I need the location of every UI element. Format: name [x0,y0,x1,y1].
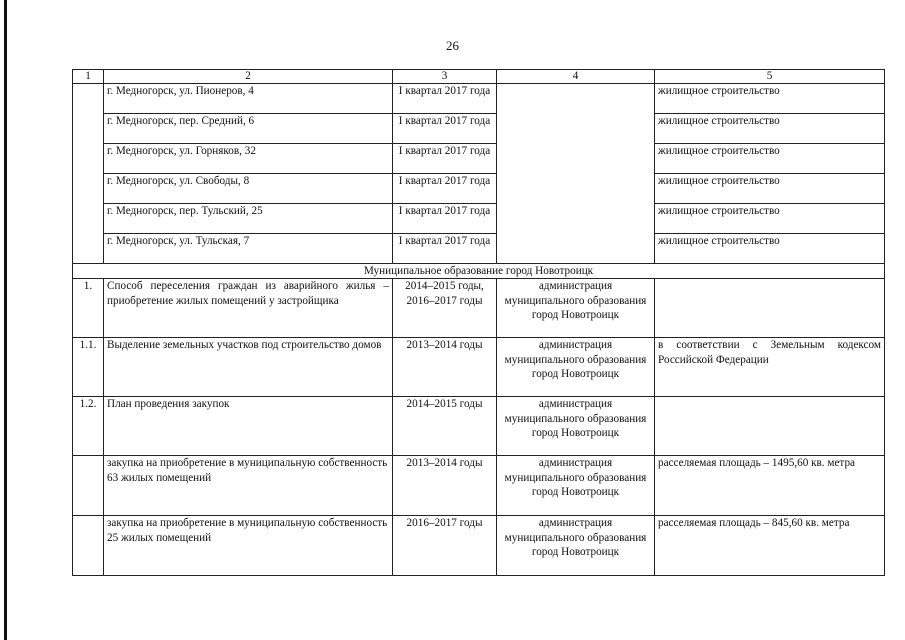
table-row [73,114,885,144]
page-number: 26 [446,38,459,53]
item-number: 1.1. [73,338,104,397]
table-row [73,204,885,234]
table-row [73,338,885,397]
header-row [73,70,885,84]
note-cell: жилищное строительство [655,234,885,264]
address-cell: г. Медногорск, ул. Горняков, 32 [104,144,393,174]
header-cell: 2 [104,70,393,84]
item-name: План проведения закупок [104,397,393,456]
item-number [73,516,104,576]
address-cell: г. Медногорск, ул. Свободы, 8 [104,174,393,204]
header-cell: 4 [497,70,655,84]
header-cell: 3 [393,70,497,84]
executor-cell: администрация муниципального образования город Новотроицк [497,516,655,576]
executor-cell: администрация муниципального образования город Новотроицк [497,456,655,516]
item-number: 1.2. [73,397,104,456]
table-row [73,397,885,456]
section-title: Муниципальное образование город Новотроицк [73,264,885,279]
plan-table [72,69,885,576]
period-cell: I квартал 2017 года [393,144,497,174]
table-row [73,84,885,114]
address-cell: г. Медногорск, пер. Тульский, 25 [104,204,393,234]
period-cell: I квартал 2017 года [393,174,497,204]
item-name: закупка на приобретение в муниципальную собственность 25 жилых помещений [104,516,393,576]
table-row [73,174,885,204]
period-cell: I квартал 2017 года [393,204,497,234]
table-row [73,144,885,174]
note-cell: жилищное строительство [655,174,885,204]
table-row [73,234,885,264]
item-name: Выделение земельных участков под строительство домов [104,338,393,397]
note-cell [655,397,885,456]
address-cell: г. Медногорск, ул. Пионеров, 4 [104,84,393,114]
period-cell: I квартал 2017 года [393,114,497,144]
item-name: закупка на приобретение в муниципальную собственность 63 жилых помещений [104,456,393,516]
note-cell [655,279,885,338]
binding-edge [4,0,7,640]
table-row [73,516,885,576]
address-cell: г. Медногорск, ул. Тульская, 7 [104,234,393,264]
period-cell: 2014–2015 годы, 2016–2017 годы [393,279,497,338]
executor-cell: администрация муниципального образования город Новотроицк [497,338,655,397]
note-cell: жилищное строительство [655,204,885,234]
address-cell: г. Медногорск, пер. Средний, 6 [104,114,393,144]
period-cell: 2016–2017 годы [393,516,497,576]
item-number [73,456,104,516]
period-cell: 2014–2015 годы [393,397,497,456]
empty-cell [73,84,104,264]
note-cell: расселяемая площадь – 1495,60 кв. метра [655,456,885,516]
note-cell: в соответствии с Земельным кодексом Российской Федерации [655,338,885,397]
item-name: Способ переселения граждан из аварийного жилья – приобретение жилых помещений у застройщика [104,279,393,338]
executor-cell: администрация муниципального образования город Новотроицк [497,397,655,456]
header-cell: 5 [655,70,885,84]
period-cell: I квартал 2017 года [393,234,497,264]
section-row [73,264,885,279]
period-cell: I квартал 2017 года [393,84,497,114]
executor-cell: администрация муниципального образования город Новотроицк [497,279,655,338]
note-cell: жилищное строительство [655,144,885,174]
table-row [73,279,885,338]
note-cell: жилищное строительство [655,114,885,144]
empty-cell [497,84,655,264]
note-cell: жилищное строительство [655,84,885,114]
period-cell: 2013–2014 годы [393,338,497,397]
table-row [73,456,885,516]
header-cell: 1 [73,70,104,84]
item-number: 1. [73,279,104,338]
note-cell: расселяемая площадь – 845,60 кв. метра [655,516,885,576]
period-cell: 2013–2014 годы [393,456,497,516]
